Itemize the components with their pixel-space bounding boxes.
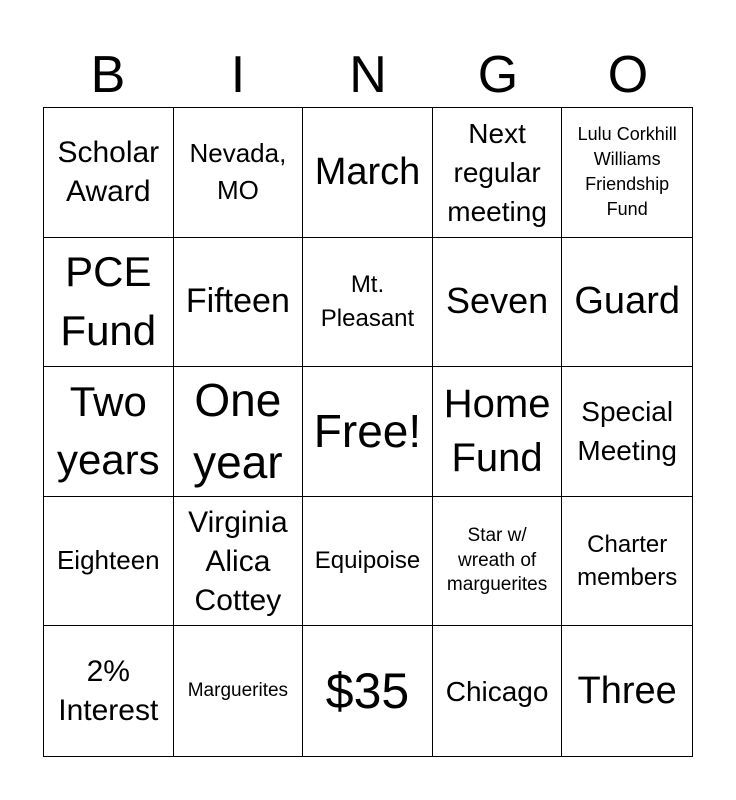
cell-label: Lulu Corkhill Williams Friendship Fund: [577, 123, 677, 220]
bingo-cell[interactable]: [562, 238, 692, 368]
bingo-cell[interactable]: [303, 367, 433, 497]
header-letter-o: O: [607, 46, 649, 104]
bingo-cell[interactable]: [44, 497, 174, 627]
bingo-cell[interactable]: [174, 367, 304, 497]
cell-label: Three: [577, 669, 677, 712]
bingo-cell[interactable]: [44, 238, 174, 368]
bingo-cell[interactable]: [44, 108, 174, 238]
bingo-card-grid: [43, 107, 693, 757]
bingo-cell[interactable]: [174, 108, 304, 238]
bingo-cell[interactable]: [433, 626, 563, 756]
cell-label: Marguerites: [187, 679, 289, 701]
bingo-cell[interactable]: [303, 626, 433, 756]
cell-label: Next regular meeting: [447, 117, 547, 227]
cell-label: Scholar Award: [57, 136, 160, 209]
cell-label: Two years: [56, 377, 160, 484]
bingo-cell[interactable]: [433, 497, 563, 627]
bingo-cell[interactable]: [433, 108, 563, 238]
header-letter-n: N: [349, 46, 387, 104]
bingo-cell[interactable]: [174, 626, 304, 756]
cell-label: 2% Interest: [58, 655, 159, 728]
cell-label: Chicago: [445, 675, 549, 707]
cell-label: Home Fund: [443, 382, 551, 481]
cell-label: Fifteen: [185, 281, 290, 320]
cell-label: Seven: [446, 280, 549, 322]
bingo-header: [43, 44, 693, 106]
bingo-cell[interactable]: [44, 626, 174, 756]
cell-label: March: [314, 150, 421, 193]
bingo-cell[interactable]: [562, 367, 692, 497]
bingo-cell[interactable]: [303, 108, 433, 238]
bingo-cell[interactable]: [44, 367, 174, 497]
cell-label: Guard: [574, 280, 680, 323]
bingo-cell[interactable]: [174, 497, 304, 627]
cell-label: Equipoise: [314, 547, 421, 575]
cell-label: Eighteen: [56, 545, 160, 576]
header-letter-b: B: [90, 46, 126, 104]
header-letter-g: G: [477, 46, 519, 104]
cell-label: Star w/ wreath of marguerites: [446, 525, 548, 596]
bingo-cell[interactable]: [433, 367, 563, 497]
cell-label: PCE Fund: [60, 248, 157, 354]
cell-label: Virginia Alica Cottey: [188, 505, 288, 617]
bingo-cell[interactable]: [562, 108, 692, 238]
cell-label: Nevada, MO: [189, 137, 287, 206]
bingo-cell[interactable]: [303, 497, 433, 627]
bingo-cell[interactable]: [562, 626, 692, 756]
bingo-cell[interactable]: [174, 238, 304, 368]
cell-label: One year: [193, 374, 283, 489]
cell-label: Charter members: [577, 530, 678, 592]
bingo-cell[interactable]: [562, 497, 692, 627]
bingo-cell[interactable]: [433, 238, 563, 368]
bingo-cell[interactable]: [303, 238, 433, 368]
header-letter-i: I: [230, 46, 246, 104]
cell-label: Mt. Pleasant: [320, 271, 415, 332]
cell-label: Free!: [313, 405, 422, 458]
cell-label: Special Meeting: [577, 396, 677, 467]
cell-label: $35: [325, 662, 410, 719]
